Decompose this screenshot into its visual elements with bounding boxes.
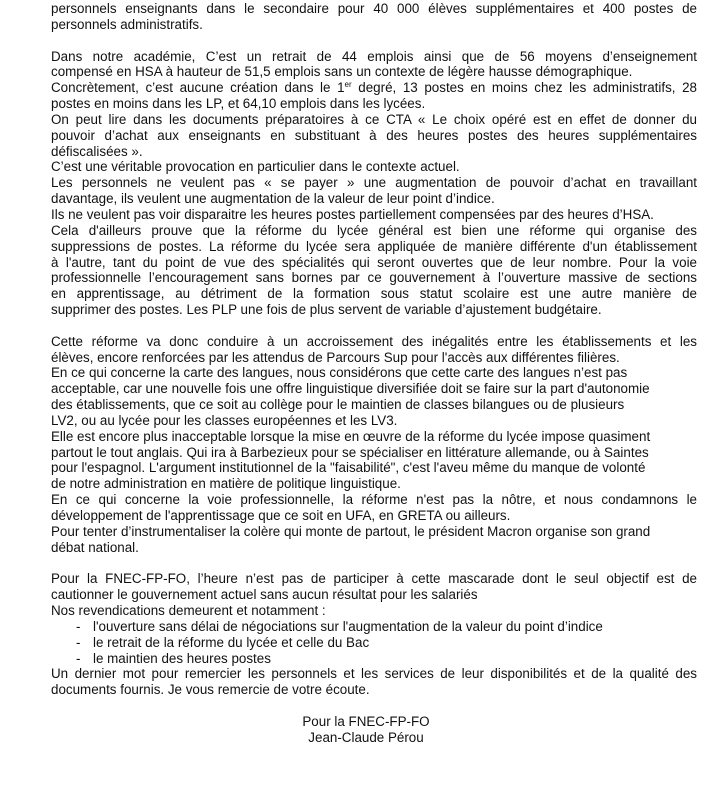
paragraph-spacer <box>51 698 697 714</box>
text-line <box>51 365 697 381</box>
line-text: professionnelle l’encouragement sans bornes par ce gouvernement à l’ouverture massive de sections <box>51 270 697 286</box>
dash-bullet-icon: - <box>76 634 81 650</box>
list-item <box>51 619 697 635</box>
text-line <box>51 302 697 318</box>
line-text: supprimer des postes. Les PLP une fois de plus servent de variable d’ajustement budgétaire. <box>51 302 602 318</box>
line-text: Cette réforme va donc conduire à un accroissement des inégalités entre les établissements et les <box>51 333 697 349</box>
text-line <box>51 603 697 619</box>
line-text: de notre administration en matière de politique linguistique. <box>51 476 401 492</box>
text-line <box>51 49 697 65</box>
text-line <box>51 460 697 476</box>
text-line <box>51 540 697 556</box>
list-item-text: le retrait de la réforme du lycée et celle du Bac <box>93 634 370 650</box>
line-text: pour l'espagnol. L'argument institutionnel de la "faisabilité", c'est l'aveu même du manque de volonté <box>51 460 646 476</box>
line-text: On peut lire dans les documents préparatoires à ce CTA « Le choix opéré est en effet de donner du <box>51 111 697 127</box>
list-item <box>51 651 697 667</box>
paragraph <box>51 334 697 556</box>
line-text: davantage, ils veulent une augmentation de la valeur de leur point d’indice. <box>51 191 495 207</box>
dash-bullet-icon: - <box>76 618 81 634</box>
list-item <box>51 635 697 651</box>
line-text: acceptable, car une nouvelle fois une offre linguistique diversifiée doit se faire sur la part d'autonomie <box>51 381 650 397</box>
text-line <box>51 666 697 682</box>
text-line <box>51 682 697 698</box>
line-text: Ils ne veulent pas voir disparaitre les heures postes partiellement compensées par des heures d’HSA. <box>51 206 654 222</box>
text-line <box>51 381 697 397</box>
text-line <box>51 144 697 160</box>
signature-block <box>51 714 697 746</box>
line-text: en apprentissage, au détriment de la formation sous statut scolaire est une autre manière de <box>51 286 697 302</box>
text-line <box>51 286 697 302</box>
text-line <box>51 239 697 255</box>
text-line <box>51 80 697 96</box>
text-line <box>51 112 697 128</box>
line-text: personnels administratifs. <box>51 16 203 32</box>
list-item-text: l'ouverture sans délai de négociations sur l'augmentation de la valeur du point d’indice <box>93 618 603 634</box>
paragraph <box>51 49 697 318</box>
list-item-text: le maintien des heures postes <box>93 650 271 666</box>
line-text: Cela d'ailleurs prouve que la réforme du lycée général est bien une réforme qui organise des <box>51 222 697 238</box>
line-text: suppressions de postes. La réforme du lycée sera appliquée de manière différente d'un établissement <box>51 238 697 254</box>
text-line <box>51 429 697 445</box>
paragraph <box>51 666 697 698</box>
line-text: documents fournis. Je vous remercie de votre écoute. <box>51 682 370 698</box>
line-text: postes en moins dans les LP, et 64,10 emplois dans les lycées. <box>51 96 426 112</box>
paragraph-spacer <box>51 556 697 572</box>
line-text: Pour tenter d’instrumentaliser la colère qui monte de partout, le président Macron organise son grand <box>51 523 651 539</box>
signature-organization: Pour la FNEC-FP-FO <box>302 713 430 729</box>
text-line <box>51 413 697 429</box>
text-line <box>51 476 697 492</box>
signature-name: Jean-Claude Pérou <box>308 729 424 745</box>
text-line <box>51 64 697 80</box>
line-text-continued: degré, 13 postes en moins chez les administratifs, 28 <box>351 80 697 96</box>
text-line <box>51 1 697 17</box>
line-text: pouvoir d’achat aux enseignants en substituant à des heures postes des heures supplémentaires <box>51 127 697 143</box>
line-text: débat national. <box>51 539 139 555</box>
line-text: C’est une véritable provocation en particulier dans le contexte actuel. <box>51 159 460 175</box>
line-text: Un dernier mot pour remercier les personnels et les services de leur disponibilités et de la qualité des <box>51 666 697 682</box>
text-line <box>51 207 697 223</box>
text-line <box>51 223 697 239</box>
line-text: cautionner le gouvernement actuel sans aucun résultat pour les salariés <box>51 587 478 603</box>
document-page <box>51 1 697 746</box>
text-line <box>51 96 697 112</box>
line-text: défiscalisées ». <box>51 143 143 159</box>
text-line <box>51 159 697 175</box>
text-line <box>51 492 697 508</box>
demands-list <box>51 619 697 667</box>
line-text: Nos revendications demeurent et notamment : <box>51 603 326 619</box>
line-text: élèves, encore renforcées par les attendus de Parcours Sup pour l'accès aux différentes filières. <box>51 349 620 365</box>
text-line <box>51 334 697 350</box>
text-line <box>51 255 697 271</box>
text-line <box>51 445 697 461</box>
text-line <box>51 587 697 603</box>
line-text: Pour la FNEC-FP-FO, l’heure n’est pas de participer à cette mascarade dont le seul objectif est de <box>51 571 697 587</box>
paragraph <box>51 1 697 33</box>
ordinal-superscript: er <box>344 80 352 90</box>
line-text: Dans notre académie, C’est un retrait de 44 emplois ainsi que de 56 moyens d’enseignement <box>51 48 697 64</box>
paragraph-spacer <box>51 33 697 49</box>
paragraph-spacer <box>51 318 697 334</box>
text-line <box>51 191 697 207</box>
paragraph <box>51 571 697 619</box>
line-text: à l'autre, tant du point de vue des spécialités qui seront ouvertes que de leur nombre. Pour la voie <box>51 254 697 270</box>
line-text: En ce qui concerne la carte des langues, nous considérons que cette carte des langues n’est pas <box>51 365 628 381</box>
text-line <box>51 270 697 286</box>
line-text: partout le tout anglais. Qui ira à Barbezieux pour se spécialiser en littérature allemande, ou à Saintes <box>51 444 649 460</box>
text-line <box>51 128 697 144</box>
text-line <box>51 524 697 540</box>
dash-bullet-icon: - <box>76 650 81 666</box>
line-text: des établissements, que ce soit au collège pour le maintien de classes bilangues ou de plusieurs <box>51 397 625 413</box>
text-line <box>51 350 697 366</box>
line-text: personnels enseignants dans le secondaire pour 40 000 élèves supplémentaires et 400 postes de <box>51 1 697 16</box>
line-text: compensé en HSA à hauteur de 51,5 emplois sans un contexte de légère hausse démographique. <box>51 64 633 80</box>
text-line <box>51 397 697 413</box>
line-text: Les personnels ne veulent pas « se payer » une augmentation de pouvoir d’achat en travaillant <box>51 175 697 191</box>
text-line <box>51 17 697 33</box>
text-line <box>51 571 697 587</box>
line-text: LV2, ou au lycée pour les classes européennes et les LV3. <box>51 412 398 428</box>
line-text: En ce qui concerne la voie professionnelle, la réforme n'est pas la nôtre, et nous condamnons le <box>51 492 697 508</box>
line-text: Concrètement, c’est aucune création dans le 1 <box>51 80 345 96</box>
line-text: Elle est encore plus inacceptable lorsque la mise en œuvre de la réforme du lycée impose quasiment <box>51 428 651 444</box>
text-line <box>51 175 697 191</box>
line-text: développement de l'apprentissage que ce soit en UFA, en GRETA ou ailleurs. <box>51 508 511 523</box>
text-line <box>51 508 697 524</box>
